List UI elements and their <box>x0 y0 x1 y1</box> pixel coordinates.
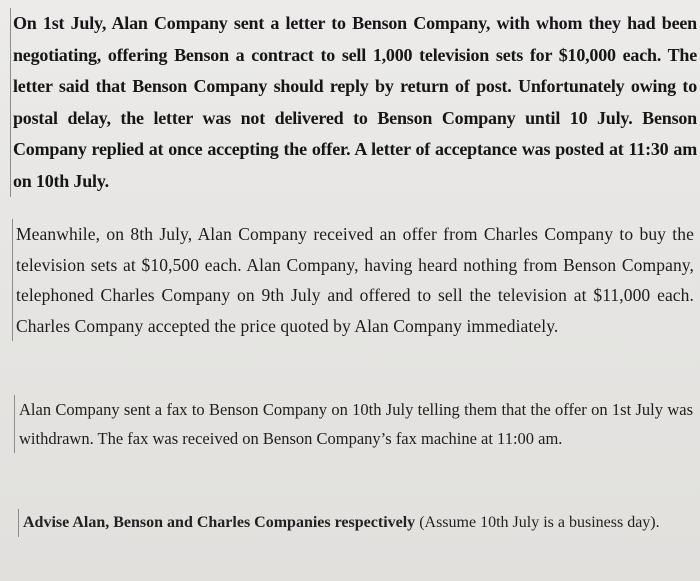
paragraph-charles-offer: Meanwhile, on 8th July, Alan Company received an offer from Charles Company to buy the television sets at $10,500 each. Alan Company, having heard nothing from Benson Company, telephoned Charles Company on 9th July and offered to sell the television at $11,000 each. Charles Company accepted the price quoted by Alan Company immediately. <box>12 219 694 341</box>
paragraph-fax-withdrawal: Alan Company sent a fax to Benson Company on 10th July telling them that the offer on 1st July was withdrawn. The fax was received on Benson Company’s fax machine at 11:00 am. <box>14 395 693 453</box>
question-note: (Assume 10th July is a business day). <box>415 514 660 531</box>
paragraph-scenario: On 1st July, Alan Company sent a letter to Benson Company, with whom they had been negotiating, offering Benson a contract to sell 1,000 television sets for $10,000 each. The letter said that Benson Company should reply by return of post. Unfortunately owing to postal delay, the letter was not delivered to Benson Company until 10 July. Benson Company replied at once accepting the offer. A letter of acceptance was posted at 11:30 am on 10th July. <box>10 8 697 197</box>
paragraph-question <box>18 509 685 537</box>
question-lead: Advise Alan, Benson and Charles Companies respectively <box>23 514 416 531</box>
